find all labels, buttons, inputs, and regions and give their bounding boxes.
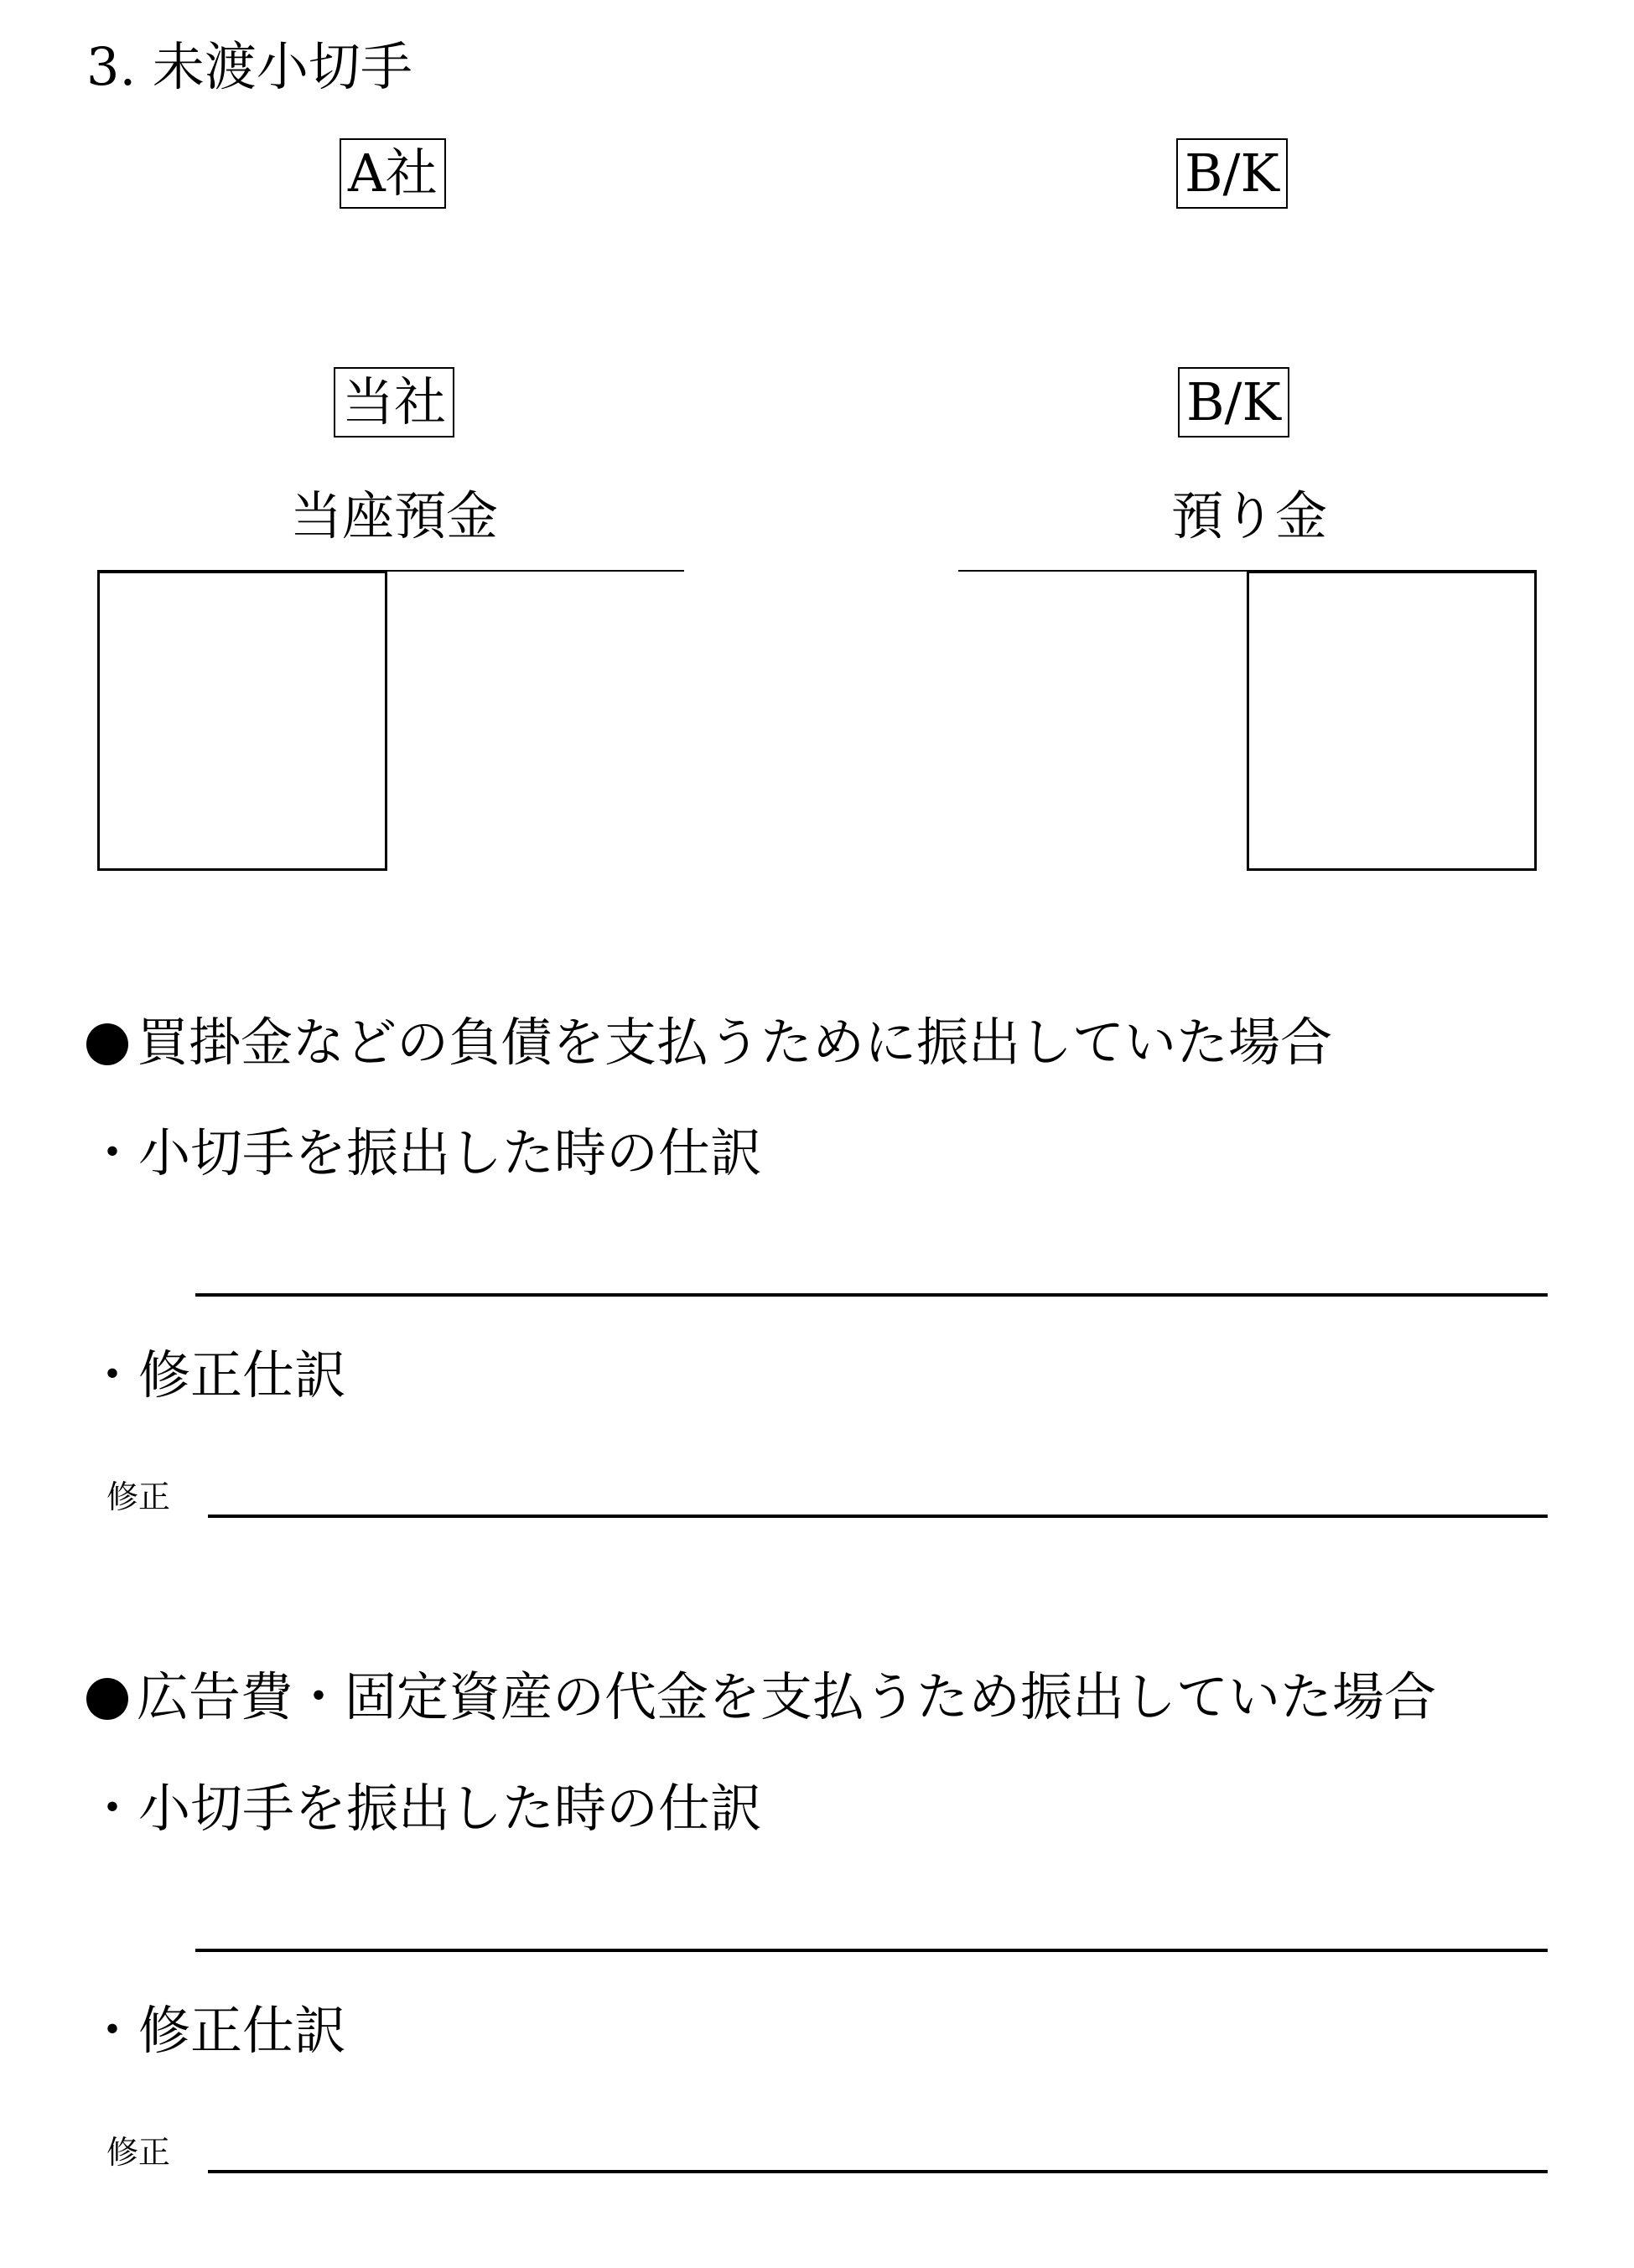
checking-deposit-debit-box [97, 571, 387, 871]
bullet-icon [86, 1678, 128, 1720]
section1-issue-entry-label: ・小切手を振出した時の仕訳 [86, 1122, 763, 1183]
our-company-box: 当社 [334, 367, 454, 438]
bullet-icon [86, 1023, 128, 1065]
section2-correction-label: 修正 [106, 2134, 171, 2171]
page-title: 3. 未渡小切手 [86, 36, 412, 97]
section2-correction-line [208, 2170, 1548, 2173]
section2-issue-entry-line [195, 1949, 1548, 1952]
section1-title: 買掛金などの負債を支払うために振出していた場合 [86, 1011, 1332, 1074]
section1-correction-line [208, 1515, 1548, 1518]
company-a-box: A社 [340, 138, 446, 209]
deposits-received-account-title: 預り金 [1170, 485, 1327, 546]
bank-box-top: B/K [1176, 138, 1288, 209]
section2-title: 広告費・固定資産の代金を支払うため振出していた場合 [86, 1665, 1436, 1729]
section2-issue-entry-label: ・小切手を振出した時の仕訳 [86, 1778, 763, 1839]
section2-correction-entry-label: ・修正仕訳 [86, 2000, 347, 2061]
deposits-received-credit-box [1247, 571, 1537, 871]
checking-deposit-account-title: 当座預金 [289, 485, 498, 546]
bank-box-bottom: B/K [1178, 367, 1289, 438]
section1-issue-entry-line [195, 1293, 1548, 1297]
section1-correction-label: 修正 [106, 1478, 171, 1515]
section1-correction-entry-label: ・修正仕訳 [86, 1344, 347, 1406]
